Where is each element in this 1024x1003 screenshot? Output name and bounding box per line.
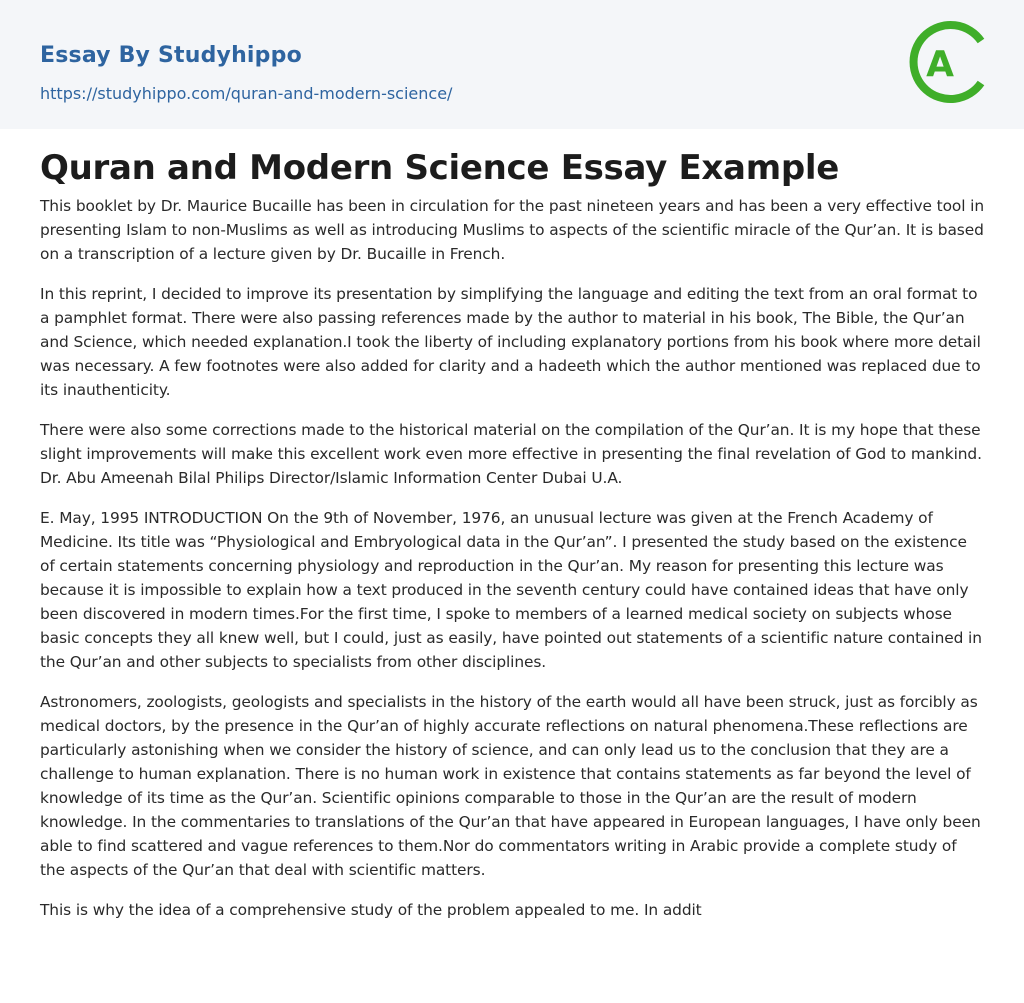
essay-paragraph: This booklet by Dr. Maurice Bucaille has been in circulation for the past nineteen years and has been a very effective tool in presenting Islam to non-Muslims as well as introducing Muslims to aspects of the scientific miracle of the Qur’an. It is based on a transcription of a lecture given by Dr. Bucaille in French. [40, 197, 985, 263]
essay-paragraph: Astronomers, zoologists, geologists and specialists in the history of the earth would all have been struck, just as forcibly as medical doctors, by the presence in the Qur’an of highly accurate reflections on natural phenomena.These reflections are particularly astonishing when we consider the history of science, and can only lead us to the conclusion that they are a challenge to human explanation. There is no human work in existence that contains statements as far beyond the level of knowledge of its time as the Qur’an. Scientific opinions comparable to those in the Qur’an are the result of modern knowledge. In the commentaries to translations of the Qur’an that have appeared in European languages, I have only been able to find scattered and vague references to them.Nor do commentators writing in Arabic provide a complete study of the aspects of the Qur’an that deal with scientific matters. [40, 693, 981, 879]
site-header [0, 0, 1024, 129]
page-url-link[interactable]: https://studyhippo.com/quran-and-modern-science/ [40, 84, 453, 103]
page-title: Quran and Modern Science Essay Example [40, 148, 839, 188]
essay-paragraph: In this reprint, I decided to improve its presentation by simplifying the language and editing the text from an oral format to a pamphlet format. There were also passing references made by the author to material in his book, The Bible, the Qur’an and Science, which needed explanation.I took the liberty of including explanatory portions from his book where more detail was necessary. A few footnotes were also added for clarity and a hadeeth which the author mentioned was replaced due to its inauthenticity. [40, 285, 981, 399]
brand-title[interactable]: Essay By Studyhippo [40, 43, 302, 68]
essay-body [40, 194, 984, 938]
logo-letter: A [926, 44, 954, 85]
studyhippo-logo-icon[interactable] [909, 18, 989, 106]
essay-paragraph: This is why the idea of a comprehensive study of the problem appealed to me. In addit [40, 901, 702, 919]
essay-paragraph: There were also some corrections made to the historical material on the compilation of the Qur’an. It is my hope that these slight improvements will make this excellent work even more effective in presenting the final revelation of God to mankind. Dr. Abu Ameenah Bilal Philips Director/Islamic Information Center Dubai U.A. [40, 421, 982, 487]
essay-paragraph: E. May, 1995 INTRODUCTION On the 9th of November, 1976, an unusual lecture was given at the French Academy of Medicine. Its title was “Physiological and Embryological data in the Qur’an”. I presented the study based on the existence of certain statements concerning physiology and reproduction in the Qur’an. My reason for presenting this lecture was because it is impossible to explain how a text produced in the seventh century could have contained ideas that have only been discovered in modern times.For the first time, I spoke to members of a learned medical society on subjects whose basic concepts they all knew well, but I could, just as easily, have pointed out statements of a scientific nature contained in the Qur’an and other subjects to specialists from other disciplines. [40, 509, 982, 671]
